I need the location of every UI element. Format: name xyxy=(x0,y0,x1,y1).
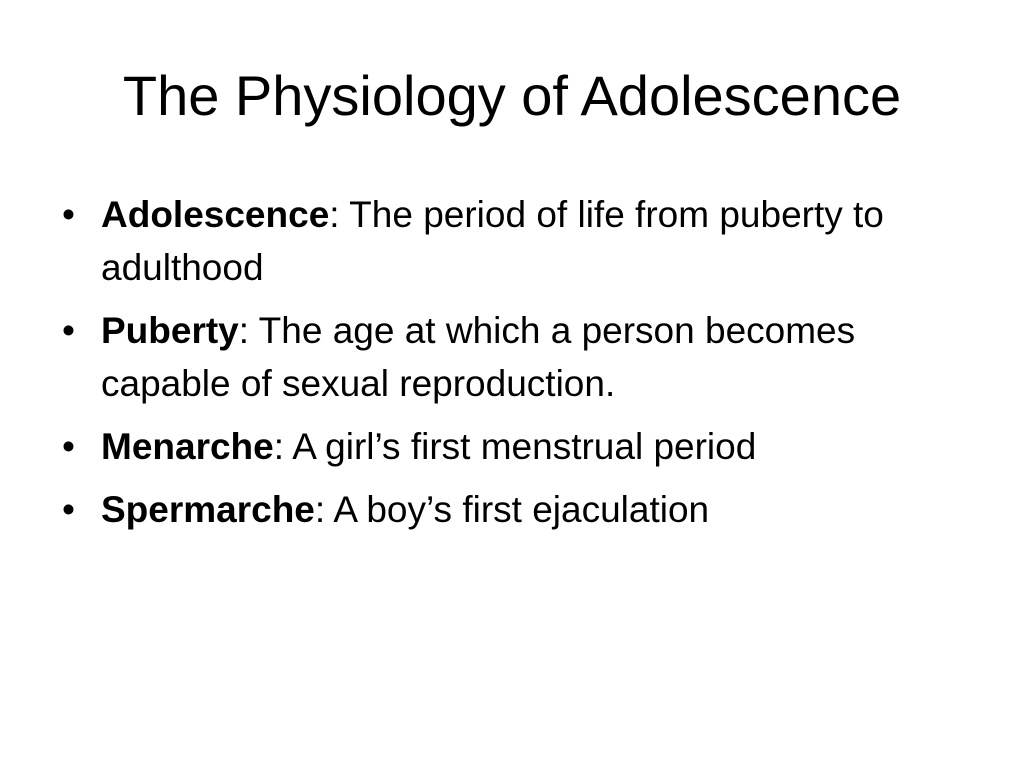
definition-text: : The age at which a person becomes capable of sexual reproduction. xyxy=(101,310,856,404)
bullet-icon: • xyxy=(62,426,75,467)
term-label: Spermarche xyxy=(101,489,315,530)
term-label: Adolescence xyxy=(101,194,330,235)
bullet-list xyxy=(62,188,962,546)
bullet-icon: • xyxy=(62,489,75,530)
definition-text: : A boy’s first ejaculation xyxy=(314,489,710,530)
bullet-icon: • xyxy=(62,194,75,235)
bullet-item-spermarche xyxy=(62,483,962,536)
bullet-item-menarche xyxy=(62,420,962,473)
bullet-item-puberty xyxy=(62,304,962,410)
term-label: Puberty xyxy=(101,310,239,351)
bullet-icon: • xyxy=(62,310,75,351)
definition-text: : The period of life from puberty to adulthood xyxy=(101,194,884,288)
term-label: Menarche xyxy=(101,426,274,467)
slide-title: The Physiology of Adolescence xyxy=(122,64,902,127)
bullet-item-adolescence xyxy=(62,188,962,294)
definition-text: : A girl’s first menstrual period xyxy=(273,426,757,467)
